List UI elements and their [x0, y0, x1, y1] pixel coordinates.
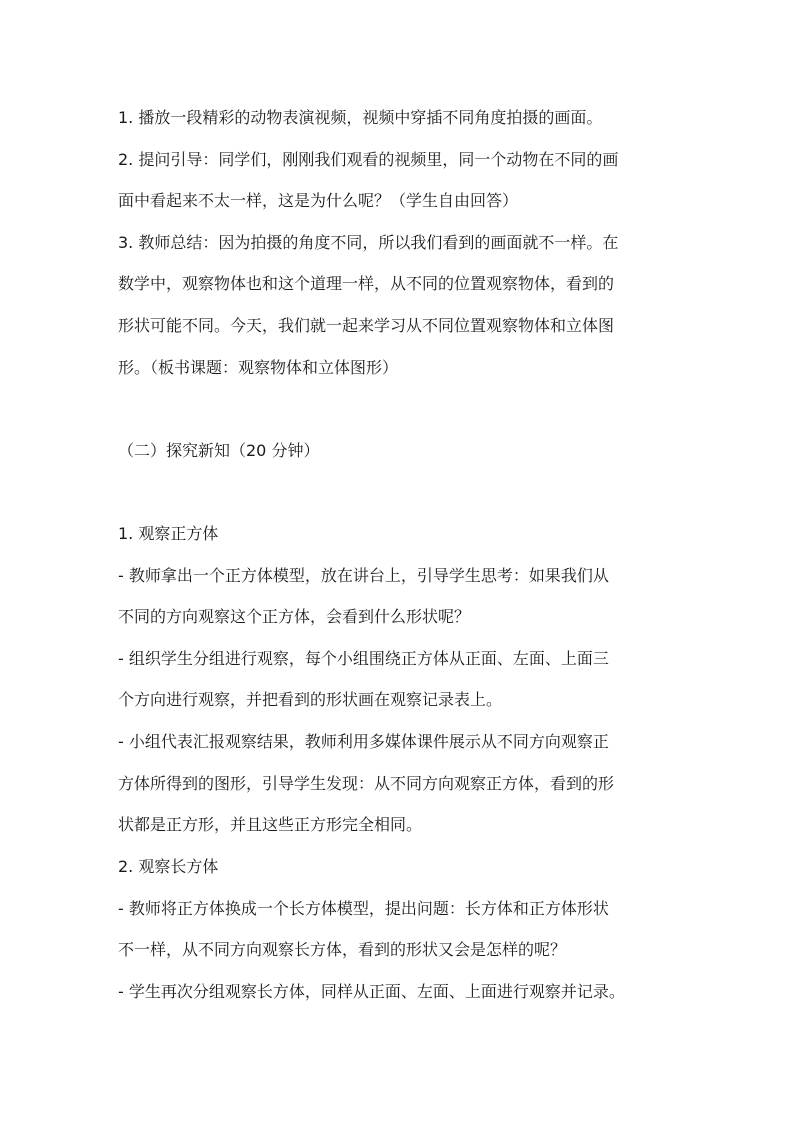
intro-item-2-line-1: 2. 提问引导：同学们，刚刚我们观看的视频里，同一个动物在不同的画 [118, 150, 619, 169]
subsection-1-bullet-3-line-1: - 小组代表汇报观察结果，教师利用多媒体课件展示从不同方向观察正 [118, 732, 609, 751]
section-heading: （二）探究新知（20 分钟） [118, 441, 320, 460]
intro-item-3-line-3: 形状可能不同。今天，我们就一起来学习从不同位置观察物体和立体图 [118, 316, 615, 335]
subsection-1-bullet-2-line-1: - 组织学生分组进行观察，每个小组围绕正方体从正面、左面、上面三 [118, 649, 609, 668]
intro-item-1-line-1: 1. 播放一段精彩的动物表演视频，视频中穿插不同角度拍摄的画面。 [118, 108, 603, 127]
intro-item-3-line-4: 形。（板书课题：观察物体和立体图形） [118, 358, 399, 377]
subsection-2-bullet-2-line-1: - 学生再次分组观察长方体，同样从正面、左面、上面进行观察并记录。 [118, 982, 625, 1001]
intro-item-3-line-1: 3. 教师总结：因为拍摄的角度不同，所以我们看到的画面就不一样。在 [118, 233, 619, 252]
subsection-1-title: 1. 观察正方体 [118, 524, 219, 543]
intro-item-3-line-2: 数学中，观察物体也和这个道理一样，从不同的位置观察物体，看到的 [118, 274, 615, 293]
subsection-1-bullet-1-line-2: 不同的方向观察这个正方体，会看到什么形状呢？ [118, 607, 471, 626]
subsection-2-bullet-1-line-2: 不一样，从不同方向观察长方体，看到的形状又会是怎样的呢？ [118, 940, 567, 959]
subsection-1-bullet-3-line-3: 状都是正方形，并且这些正方形完全相同。 [118, 815, 423, 834]
subsection-1-bullet-2-line-2: 个方向进行观察，并把看到的形状画在观察记录表上。 [118, 690, 503, 709]
subsection-1-bullet-3-line-2: 方体所得到的图形，引导学生发现：从不同方向观察正方体，看到的形 [118, 774, 615, 793]
subsection-1-bullet-1-line-1: - 教师拿出一个正方体模型，放在讲台上，引导学生思考：如果我们从 [118, 566, 609, 585]
intro-item-2-line-2: 面中看起来不太一样，这是为什么呢？（学生自由回答） [118, 191, 519, 210]
subsection-2-title: 2. 观察长方体 [118, 857, 219, 876]
subsection-2-bullet-1-line-1: - 教师将正方体换成一个长方体模型，提出问题：长方体和正方体形状 [118, 899, 609, 918]
